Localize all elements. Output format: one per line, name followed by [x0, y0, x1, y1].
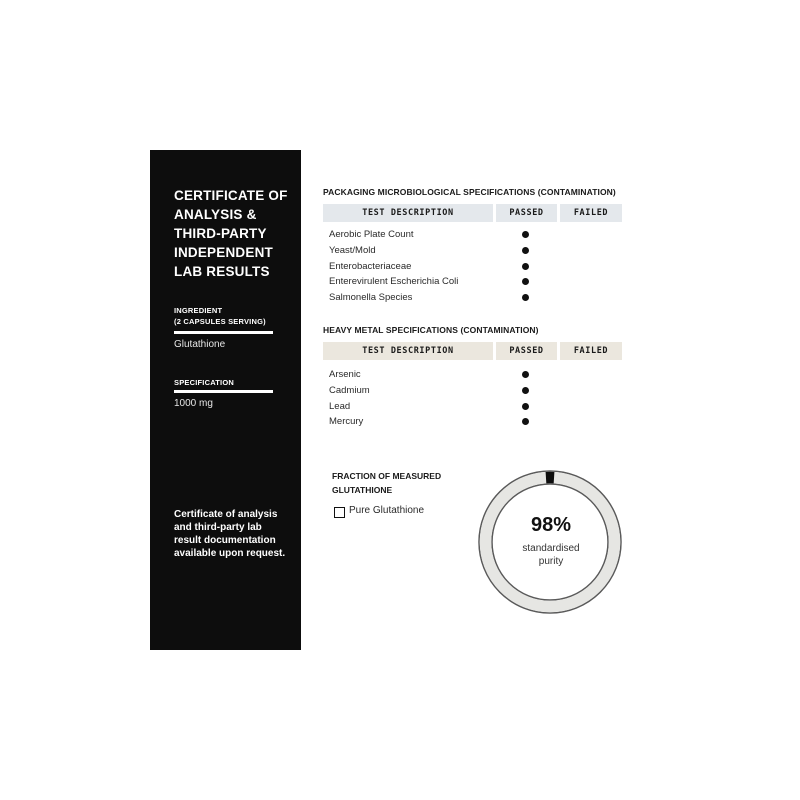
sidebar-panel [150, 150, 301, 650]
passed-dot-icon [522, 371, 529, 378]
heavy-metal-title: HEAVY METAL SPECIFICATIONS (CONTAMINATION) [323, 325, 539, 335]
ingredient-value: Glutathione [174, 339, 226, 350]
purity-caption [490, 542, 612, 568]
passed-dot-icon [522, 294, 529, 301]
availability-note: Certificate of analysis and third-party lab result documentation available upon request. [174, 509, 286, 559]
metal-row [329, 383, 579, 398]
passed-dot-icon [522, 387, 529, 394]
fraction-title: FRACTION OF MEASURED GLUTATHIONE [332, 471, 442, 495]
metal-test-name: Cadmium [329, 384, 370, 396]
passed-dot-icon [522, 418, 529, 425]
micro-test-name: Salmonella Species [329, 292, 413, 304]
metal-header-description: TEST DESCRIPTION [323, 342, 493, 360]
metal-row [329, 399, 579, 414]
ingredient-divider [174, 331, 273, 334]
ingredient-serving-label: (2 CAPSULES SERVING) [174, 317, 266, 326]
metal-header-failed: FAILED [560, 342, 622, 360]
metal-test-name: Arsenic [329, 369, 361, 380]
purity-caption-line1: standardised [522, 543, 580, 554]
micro-test-name: Enterobacteriaceae [329, 260, 412, 272]
micro-header-failed: FAILED [560, 204, 622, 222]
donut-slice-other [546, 472, 555, 484]
passed-dot-icon [522, 231, 529, 238]
micro-row [329, 227, 579, 242]
micro-row [329, 259, 579, 274]
micro-test-name: Yeast/Mold [329, 244, 376, 256]
certificate-title: CERTIFICATE OF ANALYSIS & THIRD-PARTY INDEPENDENT LAB RESULTS [174, 188, 288, 279]
micro-row [329, 274, 579, 289]
metal-test-name: Mercury [329, 416, 364, 428]
purity-percent: 98% [530, 514, 572, 536]
specification-label: SPECIFICATION [174, 378, 234, 387]
micro-test-name: Aerobic Plate Count [329, 229, 414, 240]
specification-divider [174, 390, 273, 393]
passed-dot-icon [522, 263, 529, 270]
metal-header-passed: PASSED [496, 342, 557, 360]
ingredient-label: INGREDIENT [174, 306, 223, 315]
micro-row [329, 243, 579, 258]
micro-header-passed: PASSED [496, 204, 557, 222]
purity-caption-line2: purity [538, 556, 564, 567]
micro-row [329, 290, 579, 305]
metal-row [329, 414, 579, 429]
legend-swatch [334, 507, 345, 518]
passed-dot-icon [522, 247, 529, 254]
metal-row [329, 367, 579, 382]
legend-label: Pure Glutathione [349, 505, 425, 516]
passed-dot-icon [522, 278, 529, 285]
passed-dot-icon [522, 403, 529, 410]
metal-test-name: Lead [329, 400, 351, 412]
micro-test-name: Enterevirulent Escherichia Coli [329, 276, 459, 288]
specification-value: 1000 mg [174, 398, 213, 409]
microbiological-title: PACKAGING MICROBIOLOGICAL SPECIFICATIONS (CONTAMINATION) [323, 187, 616, 197]
micro-header-description: TEST DESCRIPTION [323, 204, 493, 222]
